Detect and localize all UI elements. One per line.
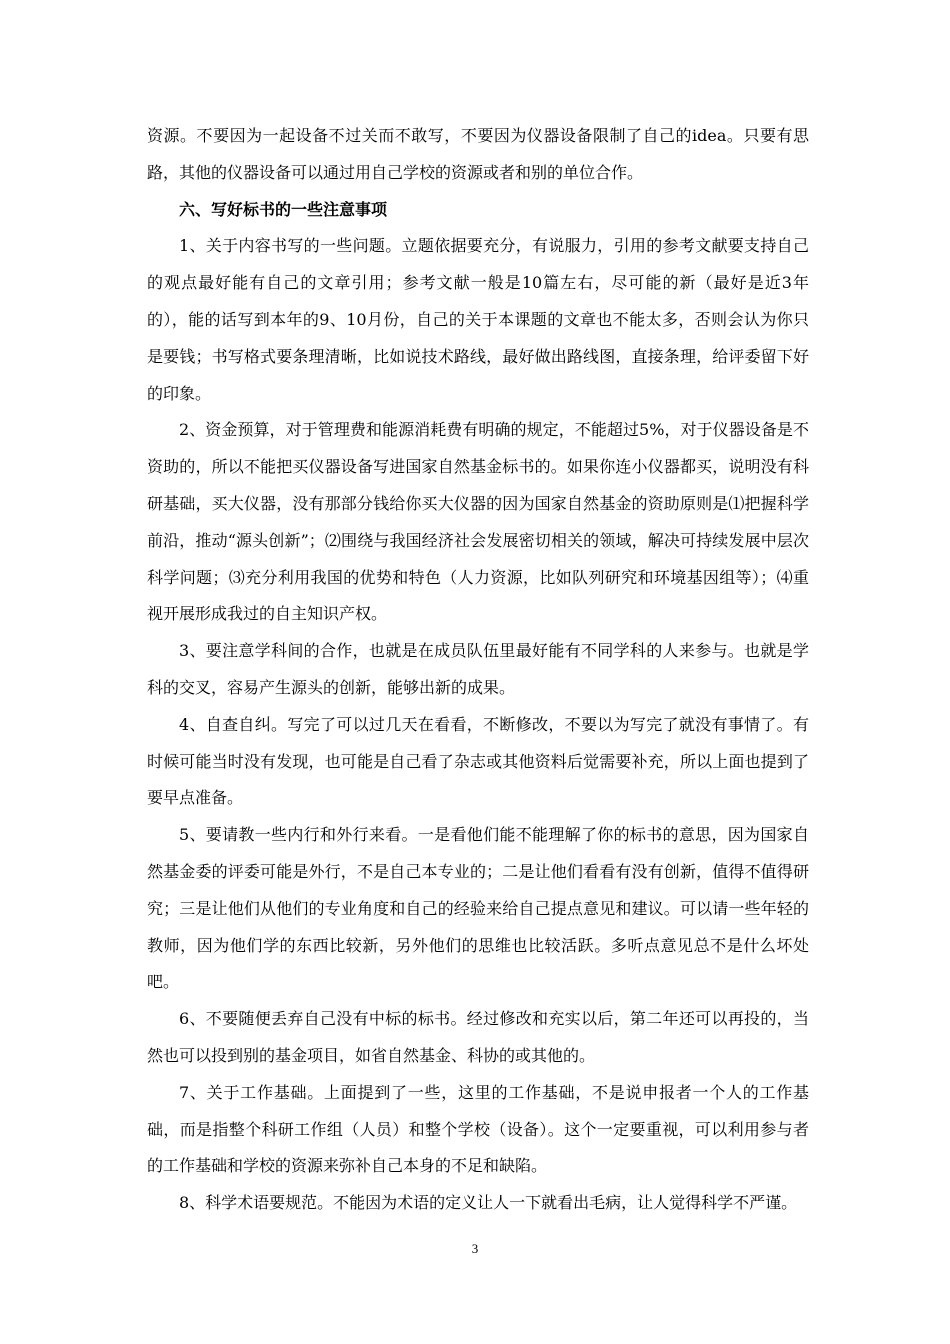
- paragraph-4: 4、自查自纠。写完了可以过几天在看看，不断修改，不要以为写完了就没有事情了。有时候可能当时没有发现，也可能是自己看了杂志或其他资料后觉需要补充，所以上面也提到了要早点准备。: [147, 714, 809, 808]
- page-number: 3: [471, 1241, 479, 1256]
- document-body: [147, 118, 809, 1222]
- continuation-paragraph: 资源。不要因为一起设备不过关而不敢写，不要因为仪器设备限制了自己的idea。只要有思路，其他的仪器设备可以通过用自己学校的资源或者和别的单位合作。: [147, 126, 809, 182]
- paragraph-2: 2、资金预算，对于管理费和能源消耗费有明确的规定，不能超过5%，对于仪器设备是不资助的，所以不能把买仪器设备写进国家自然基金标书的。如果你连小仪器都买，说明没有科研基础，买大仪器，没有那部分钱给你买大仪器的因为国家自然基金的资助原则是⑴把握科学前沿，推动“源头创新”；⑵围绕与我国经济社会发展密切相关的领域，解决可持续发展中层次科学问题；⑶充分利用我国的优势和特色（人力资源，比如队列研究和环境基因组等）；⑷重视开展形成我过的自主知识产权。: [147, 420, 809, 624]
- paragraph-8: 8、科学术语要规范。不能因为术语的定义让人一下就看出毛病，让人觉得科学不严谨。: [179, 1193, 798, 1213]
- paragraph-3: 3、要注意学科间的合作，也就是在成员队伍里最好能有不同学科的人来参与。也就是学科的交叉，容易产生源头的创新，能够出新的成果。: [147, 641, 809, 697]
- paragraph-1: 1、关于内容书写的一些问题。立题依据要充分，有说服力，引用的参考文献要支持自己的观点最好能有自己的文章引用；参考文献一般是10篇左右，尽可能的新（最好是近3年的），能的话写到本年的9、10月份，自己的关于本课题的文章也不能太多，否则会认为你只是要钱；书写格式要条理清晰，比如说技术路线，最好做出路线图，直接条理，给评委留下好的印象。: [147, 236, 809, 403]
- paragraph-5: 5、要请教一些内行和外行来看。一是看他们能不能理解了你的标书的意思，因为国家自然基金委的评委可能是外行，不是自己本专业的；二是让他们看看有没有创新，值得不值得研究；三是让他们从他们的专业角度和自己的经验来给自己提点意见和建议。可以请一些年轻的教师，因为他们学的东西比较新，另外他们的思维也比较活跃。多听点意见总不是什么坏处吧。: [147, 825, 809, 992]
- section-heading: 六、写好标书的一些注意事项: [179, 199, 388, 219]
- paragraph-7: 7、关于工作基础。上面提到了一些，这里的工作基础，不是说申报者一个人的工作基础，而是指整个科研工作组（人员）和整个学校（设备）。这个一定要重视，可以利用参与者的工作基础和学校的资源来弥补自己本身的不足和缺陷。: [147, 1082, 809, 1176]
- paragraph-6: 6、不要随便丢弃自己没有中标的标书。经过修改和充实以后，第二年还可以再投的，当然也可以投到别的基金项目，如省自然基金、科协的或其他的。: [147, 1009, 809, 1065]
